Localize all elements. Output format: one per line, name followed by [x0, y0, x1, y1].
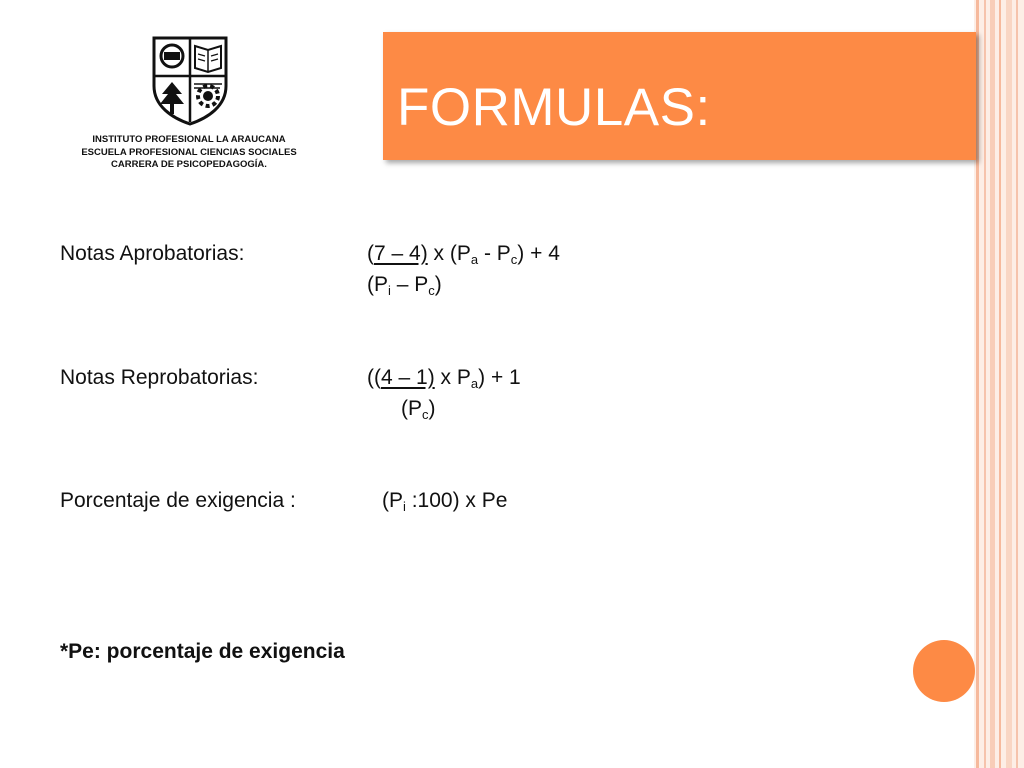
reprob-sub-a: a	[470, 376, 479, 391]
reprob-label: Notas Reprobatorias:	[60, 366, 259, 389]
aprob-den-open: (P	[367, 273, 388, 296]
title-banner	[383, 32, 976, 160]
aprob-den-mid: – P	[390, 273, 429, 296]
aprob-sub-a: a	[470, 252, 479, 267]
aprob-formula-numerator	[367, 242, 560, 266]
aprob-den-sub-i: i	[388, 283, 391, 298]
porcentaje-label: Porcentaje de exigencia :	[60, 489, 296, 512]
reprob-open: ((	[367, 366, 381, 389]
aprob-den-sub-c: c	[428, 283, 435, 298]
reprob-mid: x P	[434, 366, 471, 389]
institution-line-3: CARRERA DE PSICOPEDAGOGÍA.	[111, 159, 267, 170]
porcentaje-open: (P	[382, 489, 403, 512]
reprob-den-close: )	[428, 397, 436, 420]
reprob-den-open: (P	[401, 397, 422, 420]
reprob-end: ) + 1	[478, 366, 521, 389]
institution-line-2: ESCUELA PROFESIONAL CIENCIAS SOCIALES	[81, 146, 297, 158]
institution-crest-icon	[150, 34, 230, 126]
aprob-label: Notas Aprobatorias:	[60, 242, 245, 265]
reprob-formula-numerator	[367, 366, 521, 390]
institution-line-1: INSTITUTO PROFESIONAL LA ARAUCANA	[92, 134, 286, 145]
porcentaje-sub-i: i	[403, 499, 406, 514]
aprob-sub-c: c	[510, 252, 518, 267]
decorative-circle	[913, 640, 975, 702]
aprob-den-close: )	[434, 273, 442, 296]
footnote: *Pe: porcentaje de exigencia	[60, 640, 345, 663]
aprob-open: (	[367, 242, 374, 265]
reprob-num: 4 – 1)	[381, 366, 435, 389]
reprob-den-sub-c: c	[422, 407, 429, 422]
porcentaje-formula	[382, 489, 507, 513]
porcentaje-rest: :100) x Pe	[405, 489, 508, 512]
decorative-stripes	[974, 0, 1024, 768]
institution-name	[48, 134, 330, 172]
aprob-num: 7 – 4)	[374, 242, 428, 265]
reprob-formula-denominator	[401, 397, 436, 421]
page-title: FORMULAS:	[397, 78, 711, 137]
aprob-formula-denominator	[367, 273, 442, 297]
aprob-end: ) + 4	[517, 242, 560, 265]
aprob-mid1: x (P	[427, 242, 471, 265]
aprob-mid2: - P	[478, 242, 511, 265]
